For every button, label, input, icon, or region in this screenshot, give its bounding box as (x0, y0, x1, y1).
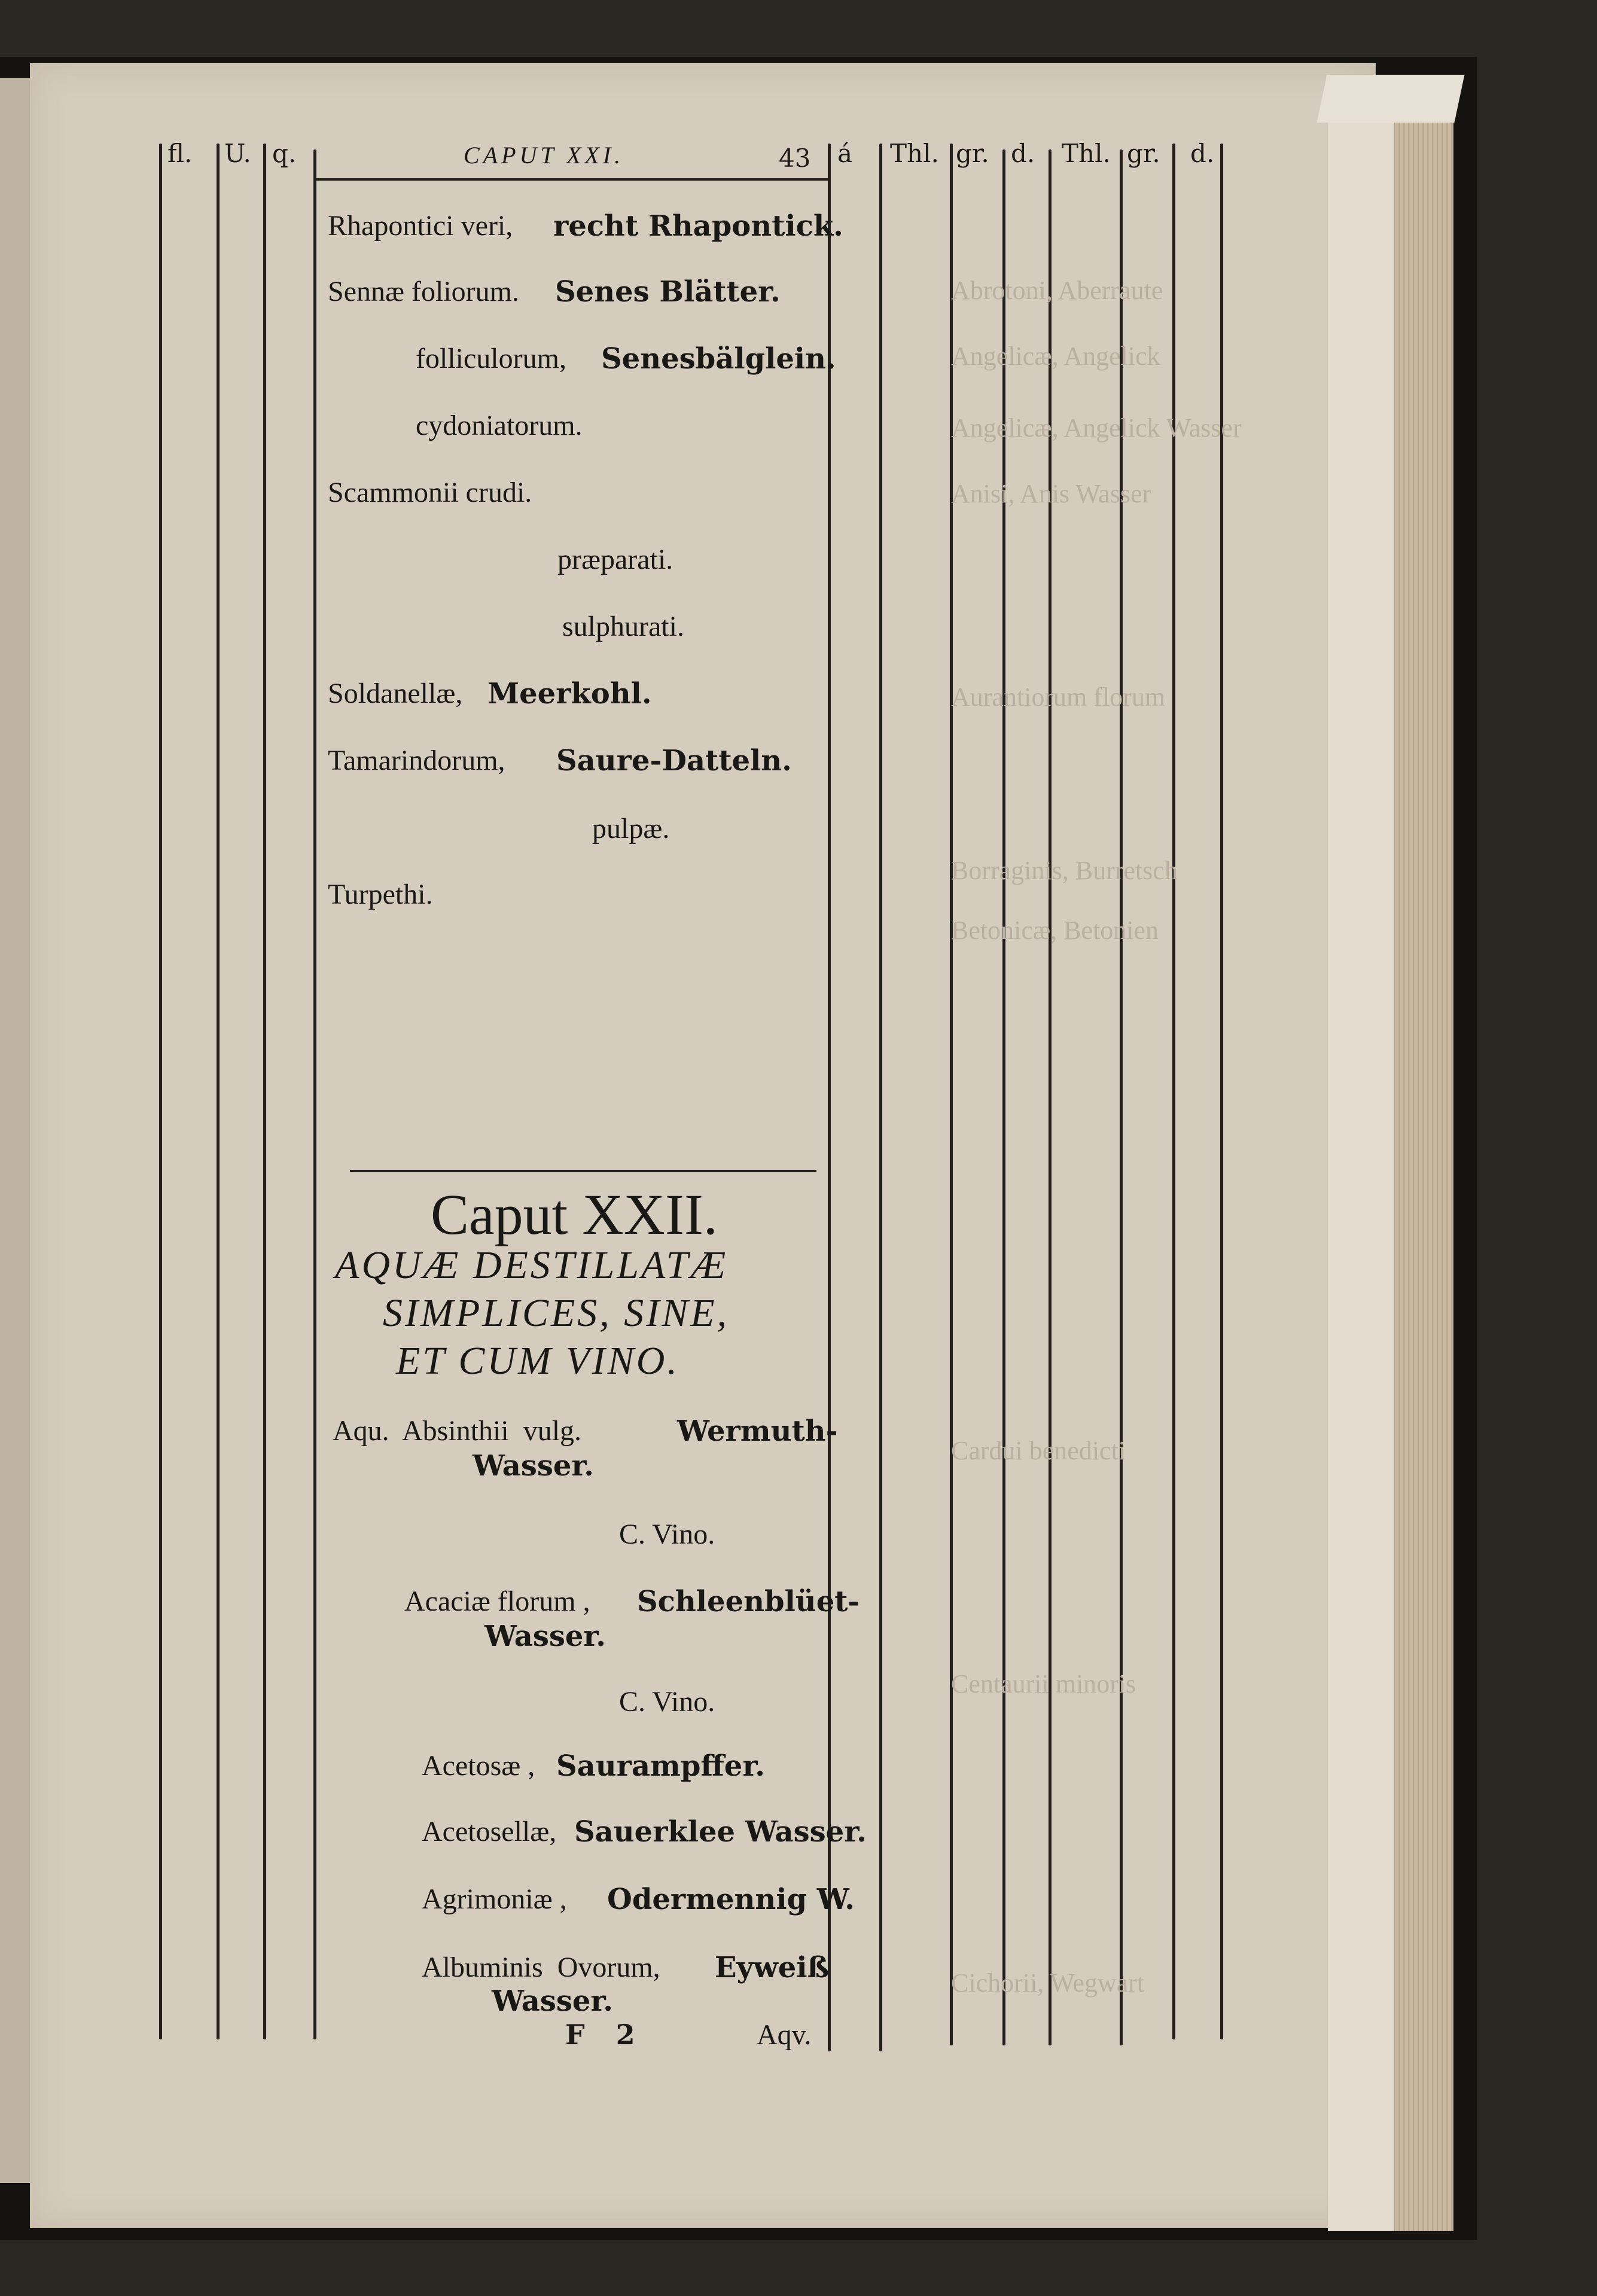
entry-latin: cydoniatorum. (416, 410, 583, 441)
bleed-through: Betonicæ, Betonien (951, 916, 1159, 945)
aqua-german: Saurampffer. (556, 1749, 765, 1783)
bleed-through: Cardui benedicti (951, 1436, 1126, 1465)
chapter-rule (350, 1170, 816, 1172)
aqua-latin: Agrimoniæ , (422, 1883, 567, 1915)
entry-german: Saure-Datteln. (556, 744, 792, 777)
aqua-german: Odermennig W. (607, 1883, 855, 1916)
signature-mark: F 2 (565, 2018, 646, 2051)
chapter-subtitle-2: SIMPLICES, SINE, (383, 1291, 730, 1335)
entry-latin: Tamarindorum, (328, 745, 505, 776)
column-rule (313, 150, 316, 2039)
aqua-german: Eyweiß (715, 1951, 830, 1984)
col-gr-1-label: gr. (956, 139, 989, 168)
entry-german: Senes Blätter. (555, 275, 781, 309)
entry-latin: præparati. (557, 544, 673, 575)
aqua-german-cont: Wasser. (473, 1449, 595, 1483)
page-number: 43 (779, 144, 811, 173)
aqua-latin: C. Vino. (619, 1686, 715, 1718)
catchword: Aqv. (757, 2019, 812, 2051)
header-rule (313, 178, 828, 181)
aqua-latin: Acetosellæ, (422, 1816, 557, 1847)
entry-latin: folliculorum, (416, 343, 566, 374)
column-rule (217, 144, 220, 2039)
col-d-1-label: d. (1011, 139, 1035, 168)
entry-german: recht Rhapontick. (553, 209, 843, 243)
column-rule (159, 144, 162, 2039)
col-a-label: á (837, 139, 853, 168)
col-d-2-label: d. (1190, 139, 1215, 168)
aqua-latin: Acetosæ , (422, 1750, 535, 1782)
aqua-german-cont: Wasser. (492, 1984, 614, 2018)
chapter-subtitle-3: ET CUM VINO. (396, 1339, 679, 1383)
aqua-german: Wermuth- (677, 1414, 838, 1448)
bleed-through: Cichorii, Wegwart (951, 1968, 1145, 1998)
aqua-latin: Acaciæ florum , (404, 1585, 590, 1617)
chapter-title: Caput XXII. (431, 1182, 718, 1246)
aqua-german-cont: Wasser. (484, 1620, 607, 1653)
page-fold-corner (1316, 75, 1464, 123)
entry-latin: Turpethi. (328, 879, 433, 910)
entry-latin: pulpæ. (592, 813, 670, 844)
col-thl-2-label: Thl. (1062, 139, 1111, 168)
aqua-latin: Albuminis Ovorum, (422, 1952, 660, 1983)
column-rule (263, 144, 266, 2039)
entry-latin: sulphurati. (562, 611, 684, 642)
bleed-through: Aurantiorum florum (951, 682, 1166, 712)
col-fl-label: fl. (167, 139, 193, 168)
aqua-german: Sauerklee Wasser. (574, 1815, 867, 1849)
column-rule (879, 144, 882, 2051)
bleed-through: Borraginis, Burretsch (951, 856, 1178, 885)
chapter-subtitle-1: AQUÆ DESTILLATÆ (335, 1243, 729, 1287)
left-page-edge (0, 78, 32, 2183)
bleed-through: Centaurii minoris (951, 1669, 1136, 1699)
aqua-latin: Aqu. Absinthii vulg. (333, 1415, 582, 1447)
col-thl-1-label: Thl. (890, 139, 939, 168)
running-head: CAPUT XXI. (464, 142, 624, 169)
entry-latin: Soldanellæ, (328, 678, 463, 709)
bleed-through: Angelicæ, Angelick (951, 341, 1160, 371)
page-fold (1328, 84, 1394, 2231)
bleed-through: Angelicæ, Angelick Wasser (951, 413, 1242, 443)
col-q-label: q. (272, 139, 297, 168)
entry-german: Senesbälglein. (601, 342, 836, 376)
col-u-label: U. (224, 139, 251, 168)
bleed-through: Anisi, Anis Wasser (951, 479, 1151, 508)
entry-latin: Rhapontici veri, (328, 210, 513, 242)
entry-latin: Scammonii crudi. (328, 477, 532, 508)
entry-german: Meerkohl. (487, 677, 652, 711)
aqua-german: Schleenblüet- (637, 1585, 860, 1618)
column-rule (828, 144, 831, 2051)
bleed-through: Abrotoni, Aberraute (951, 276, 1163, 305)
entry-latin: Sennæ foliorum. (328, 276, 519, 307)
aqua-latin: C. Vino. (619, 1519, 715, 1550)
col-gr-2-label: gr. (1127, 139, 1160, 168)
